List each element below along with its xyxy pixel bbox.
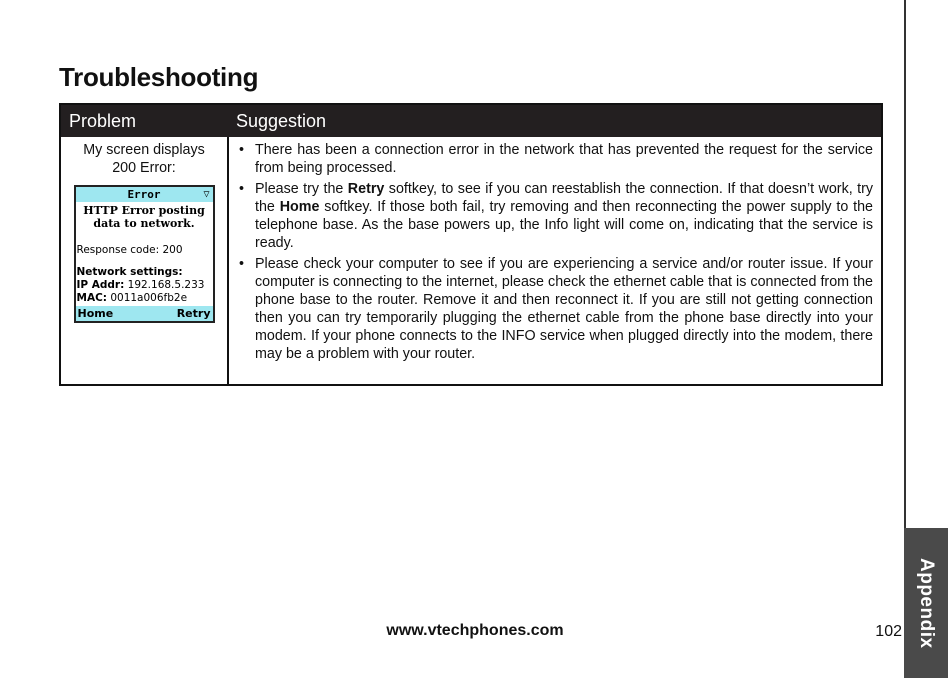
screen-spacer (76, 257, 213, 266)
suggestion-item-1: • There has been a connection error in the network that has prevented the request for the service from being processed. (255, 141, 873, 177)
troubleshooting-table (59, 103, 883, 386)
screen-softkey-bar (76, 306, 213, 321)
suggestion-2-text-c: softkey. If those both fail, try removing and then reconnecting the power supply to the telephone base. As the base powers up, the Info light will come on, indicating that the service is ready. (255, 199, 873, 251)
problem-description (69, 141, 219, 177)
screen-error-message (76, 204, 213, 230)
problem-line-2: 200 Error: (112, 160, 176, 176)
suggestion-item-2 (255, 180, 873, 252)
phone-screen-illustration (74, 185, 215, 323)
side-tab-label: Appendix (916, 557, 937, 649)
table-header-row (60, 104, 882, 137)
ip-label: IP Addr: (76, 279, 125, 291)
page-title: Troubleshooting (59, 62, 259, 92)
suggestion-2-text-a: Please try the (255, 181, 348, 197)
footer-url: www.vtechphones.com (386, 622, 564, 639)
mac-label: MAC: (76, 292, 107, 304)
screen-message-line-1: HTTP Error posting (83, 204, 205, 217)
suggestion-item-3: • Please check your computer to see if you are experiencing a service and/or router issue. If your computer is connecting to the internet, please check the ethernet cable that is connected from the phone base to the router. Remove it and then reconnect it. If you are still not getting connection then you can try temporarily plugging the ethernet cable from the phone base directly into your modem. If your phone connects to the INFO service when plugged directly into the modem, there may be a problem with your router. (255, 255, 873, 363)
mac-value: 0011a006fb2e (110, 292, 188, 304)
screen-message-line-2: data to network. (93, 217, 195, 230)
retry-keyword: Retry (347, 181, 385, 197)
table-row (60, 137, 882, 385)
suggestion-cell (228, 137, 882, 385)
suggestion-list (237, 141, 873, 363)
screen-title-bar (76, 187, 213, 202)
appendix-side-tab (904, 528, 948, 678)
down-triangle-icon: ▽ (203, 189, 210, 200)
margin-rule (904, 0, 906, 528)
home-keyword: Home (279, 199, 320, 215)
suggestion-2-text-b: softkey, to see if you can reestablish the connection. If that doesn’t work, try the (255, 181, 874, 215)
suggestion-column-header: Suggestion (228, 104, 882, 137)
screen-response-code: Response code: 200 (76, 244, 183, 256)
problem-column-header: Problem (60, 104, 228, 137)
screen-network-settings-label: Network settings: (76, 266, 183, 278)
problem-line-1: My screen displays (83, 142, 205, 158)
page-number: 102 (875, 623, 902, 640)
retry-softkey: Retry (176, 307, 211, 320)
ip-value: 192.168.5.233 (127, 279, 205, 291)
screen-spacer (76, 230, 213, 244)
screen-ip-address (76, 279, 213, 292)
screen-mac-address (76, 292, 213, 305)
home-softkey: Home (77, 307, 114, 320)
problem-cell (60, 137, 228, 385)
screen-title: Error (127, 188, 161, 201)
